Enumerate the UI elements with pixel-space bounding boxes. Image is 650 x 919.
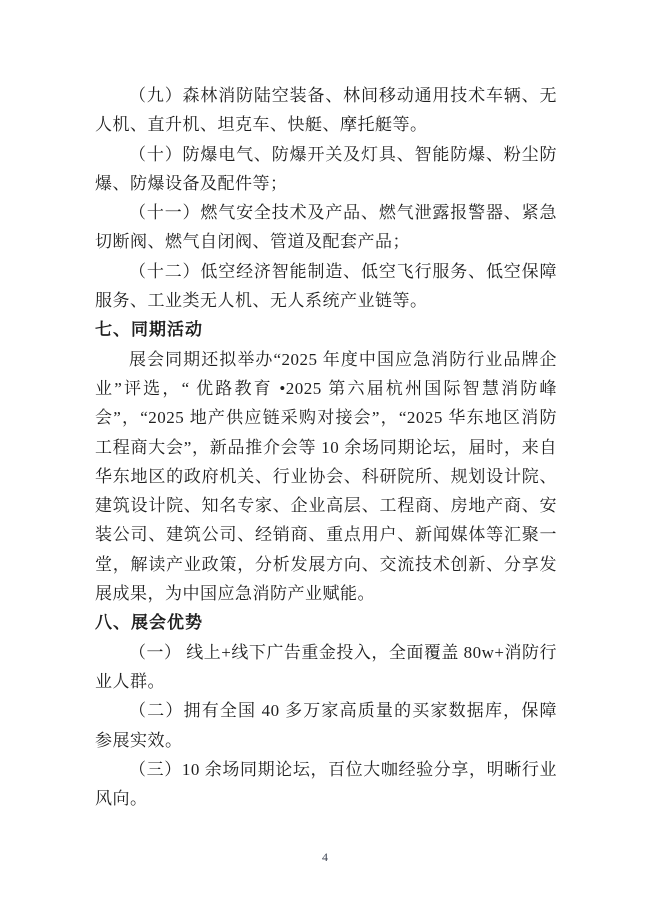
page-number: 4 [322, 850, 328, 864]
page-footer [0, 848, 650, 866]
paragraph: （十一）燃气安全技术及产品、燃气泄露报警器、紧急切断阀、燃气自闭阀、管道及配套产品； [95, 203, 557, 252]
paragraph: 七、同期活动 [95, 320, 203, 340]
paragraph: （九）森林消防陆空装备、林间移动通用技术车辆、无人机、直升机、坦克车、快艇、摩托艇等。 [95, 86, 557, 135]
paragraph: （二）拥有全国 40 多万家高质量的买家数据库，保障参展实效。 [95, 701, 557, 750]
paragraph: （三）10 余场同期论坛，百位大咖经验分享，明晰行业风向。 [95, 759, 557, 809]
paragraph: 展会同期还拟举办“2025 年度中国应急消防行业品牌企业”评选，“ 优路教育 •2025 第六届杭州国际智慧消防峰会”，“2025 地产供应链采购对接会”，“2025 华东地区消防工程商大会”，新品推介会等 10 余场同期论坛，届时，来自华东地区的政府机关、行业协会、科研院所、规划设计院、建筑设计院、知名专家、企业高层、工程商、房地产商、安装公司、建筑公司、经销商、重点用户、新闻媒体等汇聚一堂，解读产业政策，分析发展方向、交流技术创新、分享发展成果，为中国应急消防产业赋能。 [95, 349, 557, 604]
paragraph: （十二）低空经济智能制造、低空飞行服务、低空保障服务、工业类无人机、无人系统产业链等。 [95, 261, 557, 311]
paragraph: （十）防爆电气、防爆开关及灯具、智能防爆、粉尘防爆、防爆设备及配件等； [95, 144, 557, 193]
paragraph: 八、展会优势 [95, 613, 203, 633]
document-content [95, 81, 557, 813]
paragraph: （一） 线上+线下广告重金投入，全面覆盖 80w+消防行业人群。 [95, 642, 557, 691]
